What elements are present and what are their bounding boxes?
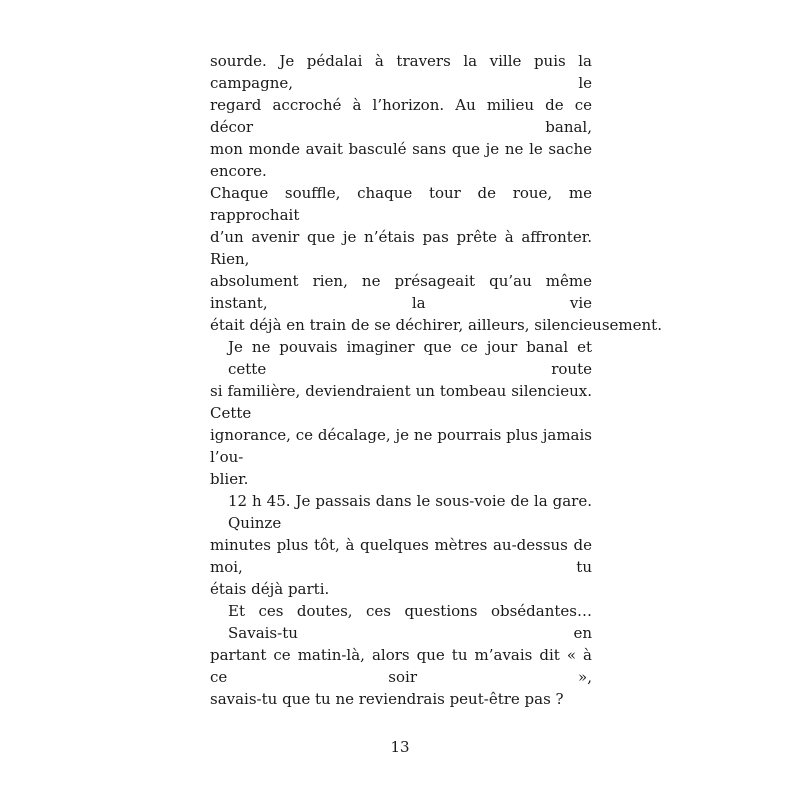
body-text (210, 50, 662, 710)
text-line: savais-tu que tu ne reviendrais peut-être pas ? (210, 690, 564, 708)
text-line: Je ne pouvais imaginer que ce jour banal et cette route (228, 338, 592, 378)
text-line: ignorance, ce décalage, je ne pourrais plus jamais l’ou- (210, 426, 592, 466)
text-line: regard accroché à l’horizon. Au milieu de ce décor banal, (210, 96, 592, 136)
text-line: sourde. Je pédalai à travers la ville puis la campagne, le (210, 52, 592, 92)
text-line: mon monde avait basculé sans que je ne le sache encore. (210, 140, 592, 180)
text-line: partant ce matin-là, alors que tu m’avais dit « à ce soir », (210, 646, 592, 686)
text-line: étais déjà parti. (210, 580, 330, 598)
text-line: si familière, deviendraient un tombeau silencieux. Cette (210, 382, 592, 422)
page-number: 13 (390, 738, 410, 756)
text-line: 12 h 45. Je passais dans le sous-voie de la gare. Quinze (228, 492, 592, 532)
text-line: Et ces doutes, ces questions obsédantes… Savais-tu en (228, 602, 592, 642)
paragraph-1 (210, 50, 662, 336)
text-line: d’un avenir que je n’étais pas prête à affronter. Rien, (210, 228, 592, 268)
text-line: absolument rien, ne présageait qu’au même instant, la vie (210, 272, 592, 312)
text-line: Chaque souffle, chaque tour de roue, me rapprochait (210, 184, 592, 224)
text-line: était déjà en train de se déchirer, ailleurs, silencieusement. (210, 316, 662, 334)
text-line: blier. (210, 470, 249, 488)
paragraph-4 (210, 600, 592, 710)
paragraph-3 (210, 490, 592, 600)
text-line: minutes plus tôt, à quelques mètres au-dessus de moi, tu (210, 536, 592, 576)
paragraph-2 (210, 336, 592, 490)
